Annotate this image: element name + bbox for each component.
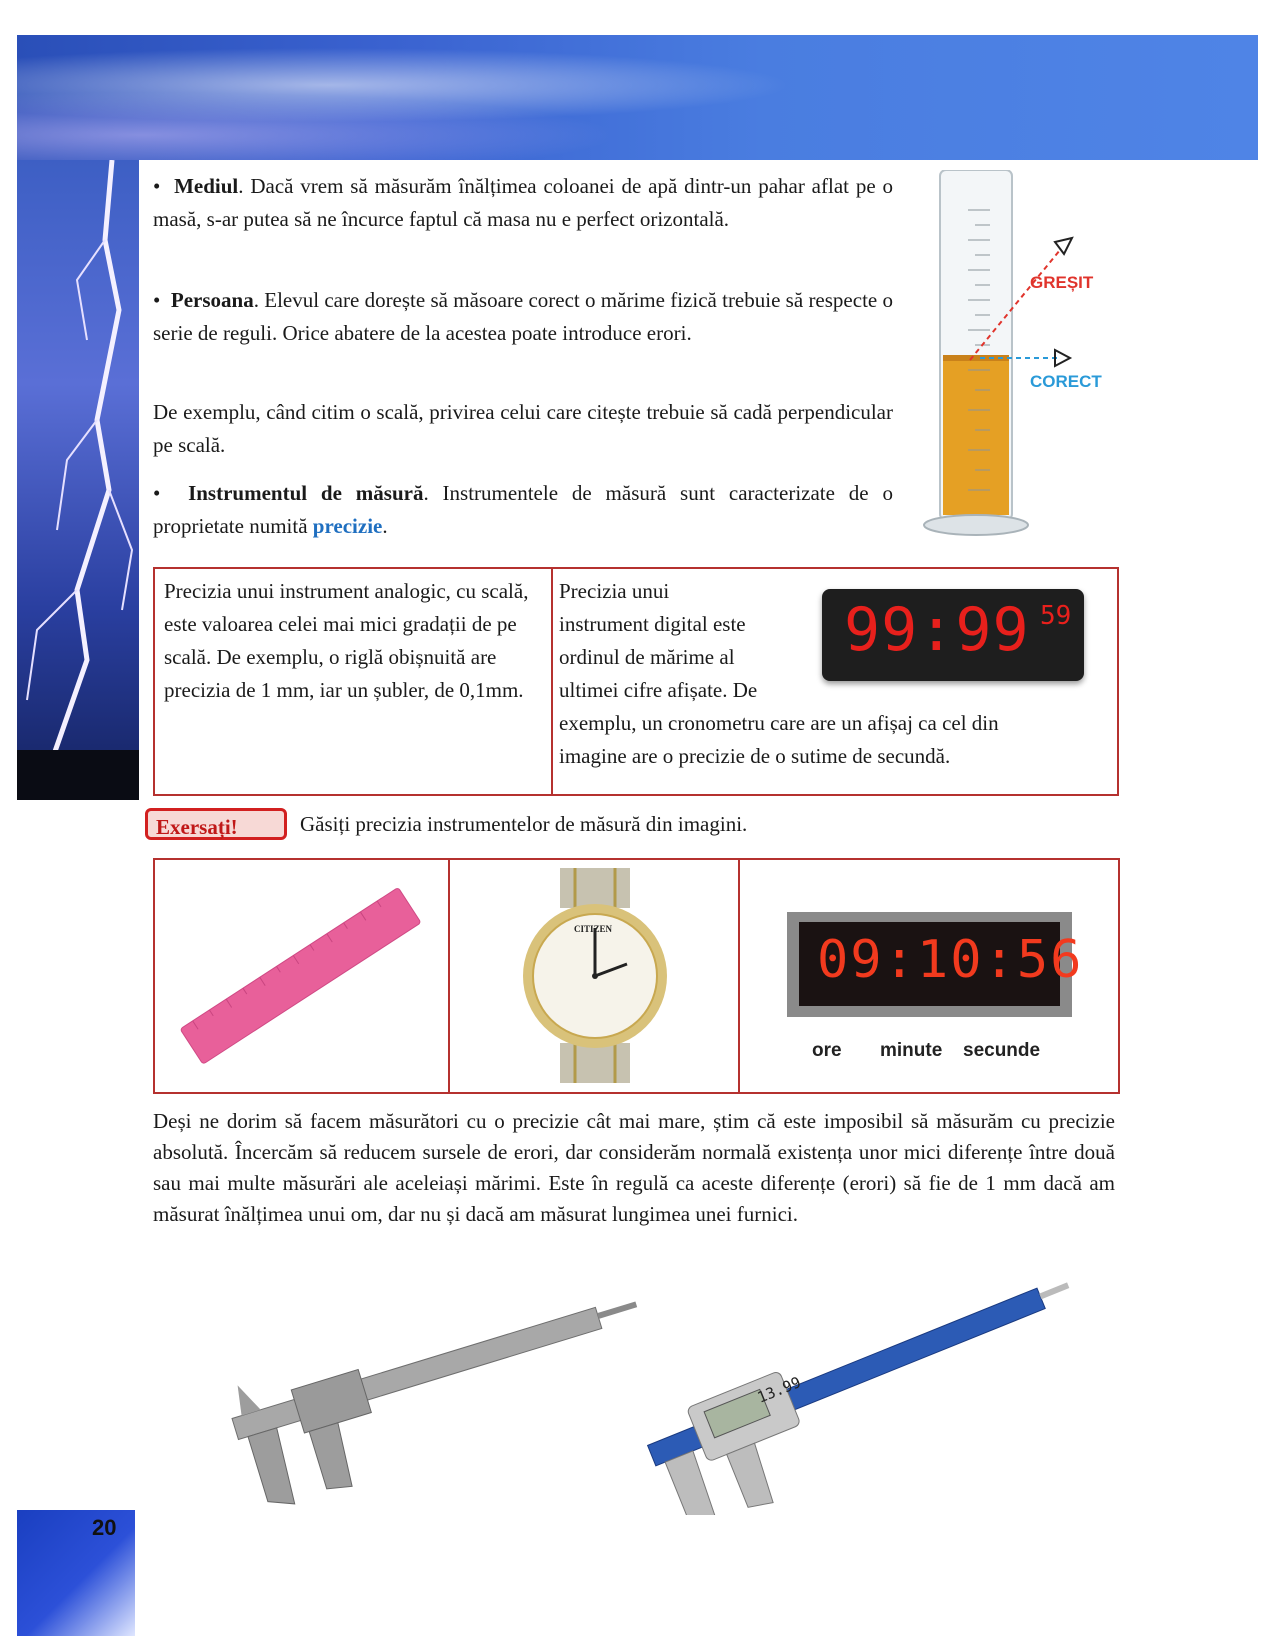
digital-precision-line-4: ultimei cifre afișate. De xyxy=(559,678,758,702)
stopwatch-main-digits: 99:99 xyxy=(844,595,1030,665)
clock-label-minutes: minute xyxy=(880,1040,943,1061)
bullet-title: Persoana xyxy=(170,288,254,312)
header-banner xyxy=(17,35,1258,160)
wristwatch-image xyxy=(515,868,675,1083)
label-correct: CORECT xyxy=(1030,372,1102,391)
digital-precision-line-2: instrument digital este xyxy=(559,612,746,636)
watch-brand: CITIZEN xyxy=(574,924,613,934)
bullet-instrument: • Instrumentul de măsură. Instrumentele de măsură sunt caracterizate de o proprietate numită precizie. xyxy=(153,481,893,538)
lightning-sidebar-image xyxy=(17,160,139,800)
digital-precision-line-3: ordinul de mărime al xyxy=(559,645,735,669)
calipers-image xyxy=(200,1265,1080,1515)
bullet-text: . Instrumentele de măsură sunt caracterizate de o proprietate numită xyxy=(153,481,893,538)
stopwatch-small-digits: 59 xyxy=(1040,601,1072,631)
keyword-precizie: precizie xyxy=(312,514,383,538)
graduated-cylinder-image xyxy=(920,170,1130,550)
bullet-title: Mediul xyxy=(174,174,239,198)
conclusion-paragraph: Deși ne dorim să facem măsurători cu o precizie cât mai mare, știm că este imposibil să măsurăm cu precizie absolută. Încercăm să reducem sursele de erori, dar considerăm normală existența unor mici diferențe între două sau mai multe măsurări ale aceleiași mărimi. Este în regulă ca aceste diferențe (erori) să fie de 1 mm dacă am măsurat înălțimea unui om, dar nu și dacă am măsurat lungimea unei furnici. xyxy=(153,1109,1115,1226)
bullet-mediul: • Mediul. Dacă vrem să măsurăm înălțimea coloanei de apă dintr-un pahar aflat pe o masă, s-ar putea să ne încurce faptul că masa nu e perfect orizontală. xyxy=(153,174,894,231)
clock-digits: 09:10:56 xyxy=(817,930,1084,990)
stopwatch-display xyxy=(822,589,1084,681)
example-paragraph: De exemplu, când citim o scală, privirea celui care citește trebuie să cadă perpendicular pe scală. xyxy=(153,400,893,457)
analog-precision-text: Precizia unui instrument analogic, cu scală, este valoarea celei mai mici gradații de pe scală. De exemplu, o riglă obișnuită are precizia de 1 mm, iar un șubler, de 0,1mm. xyxy=(164,579,529,702)
page-number-box xyxy=(17,1510,135,1636)
bullet-text: . Dacă vrem să măsurăm înălțimea coloanei de apă dintr-un pahar aflat pe o masă, s-ar putea să ne încurce faptul că masa nu e perfect orizontală. xyxy=(153,174,894,231)
bullet-title: Instrumentul de măsură xyxy=(188,481,424,505)
digital-precision-line-1: Precizia unui xyxy=(559,579,670,603)
page-number: 20 xyxy=(92,1515,117,1540)
exercise-badge: Exersați! xyxy=(145,808,287,840)
clock-label-seconds: secunde xyxy=(963,1040,1041,1061)
bullet-persoana: • Persoana. Elevul care dorește să măsoare corect o mărime fizică trebuie să respecte o serie de reguli. Orice abatere de la acestea poate introduce erori. xyxy=(153,288,893,345)
bullet-text: . Elevul care dorește să măsoare corect o mărime fizică trebuie să respecte o serie de reguli. Orice abatere de la acestea poate introduce erori. xyxy=(153,288,893,345)
digital-caliper-reading: 13.99 xyxy=(754,1373,804,1407)
digital-precision-line-6: imagine are o precizie de o sutime de secundă. xyxy=(559,744,951,768)
exercise-prompt: Găsiți precizia instrumentelor de măsură din imagini. xyxy=(300,812,748,836)
label-wrong: GREȘIT xyxy=(1030,273,1094,292)
digital-clock xyxy=(787,912,1084,1017)
digital-precision-line-5: exemplu, un cronometru care are un afișaj ca cel din xyxy=(559,711,999,735)
pink-ruler-image xyxy=(165,870,435,1080)
clock-label-hours: ore xyxy=(812,1040,842,1061)
